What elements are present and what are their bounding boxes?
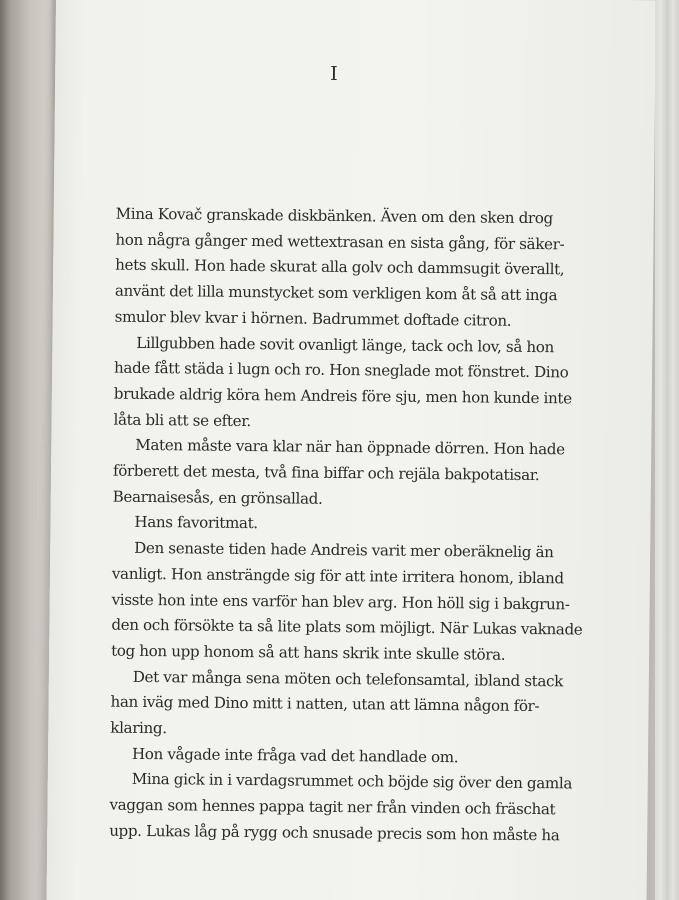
- text-line: tog hon upp honom så att hans skrik inte skulle störa.: [111, 641, 506, 664]
- text-line: Den senaste tiden hade Andreis varit mer oberäknelig än: [134, 538, 554, 562]
- text-line: låta bli att se efter.: [113, 410, 252, 430]
- text-line: klaring.: [110, 718, 167, 738]
- text-line: Det var många sena möten och telefonsamtal, ibland stack: [132, 667, 564, 691]
- chapter-number: I: [330, 62, 338, 85]
- text-line: visste hon inte ens varför han blev arg. Hon höll sig i bakgrun-: [111, 590, 570, 613]
- text-line: upp. Lukas låg på rygg och snusade precis som hon måste ha: [109, 821, 560, 845]
- text-line: Maten måste vara klar när han öppnade dörren. Hon hade: [135, 436, 565, 459]
- text-line: Mina gick in i vardagsrummet och böjde sig över den gamla: [131, 770, 573, 793]
- text-line: hets skull. Hon hade skurat alla golv och dammsugit överallt,: [115, 256, 565, 279]
- text-line: vanligt. Hon ansträngde sig för att inte irritera honom, ibland: [111, 564, 564, 588]
- text-line: Bearnaisesås, en grönsallad.: [112, 487, 323, 508]
- text-line: förberett det mesta, två fina biffar och rejäla bakpotatisar.: [112, 461, 540, 485]
- book-page: [46, 0, 656, 900]
- text-line: den och försökte ta så lite plats som möjligt. När Lukas vaknade: [111, 615, 583, 639]
- text-line: brukade aldrig köra hem Andreis före sju, men hon kunde inte: [113, 384, 572, 408]
- text-line: Hon vågade inte fråga vad det handlade om.: [131, 744, 459, 767]
- right-page-edge: [655, 0, 679, 900]
- text-line: hade fått städa i lugn och ro. Hon sneglade mot fönstret. Dino: [113, 358, 569, 382]
- text-line: använt det lilla munstycket som verkligen kom åt så att inga: [114, 281, 558, 305]
- text-line: smulor blev kvar i hörnen. Badrummet doftade citron.: [114, 307, 512, 330]
- text-line: hon några gånger med wettextrasan en sista gång, för säker-: [115, 230, 565, 254]
- body-text: [109, 202, 661, 850]
- text-line: han iväg med Dino mitt i natten, utan att lämna någon för-: [110, 692, 540, 716]
- text-line: Lillgubben hade sovit ovanligt länge, tack och lov, så hon: [136, 333, 555, 356]
- text-line: vaggan som hennes pappa tagit ner från vinden och fräschat: [109, 795, 556, 819]
- text-line: Mina Kovač granskade diskbänken. Även om den sken drog: [115, 204, 554, 228]
- text-line: Hans favoritmat.: [134, 513, 258, 533]
